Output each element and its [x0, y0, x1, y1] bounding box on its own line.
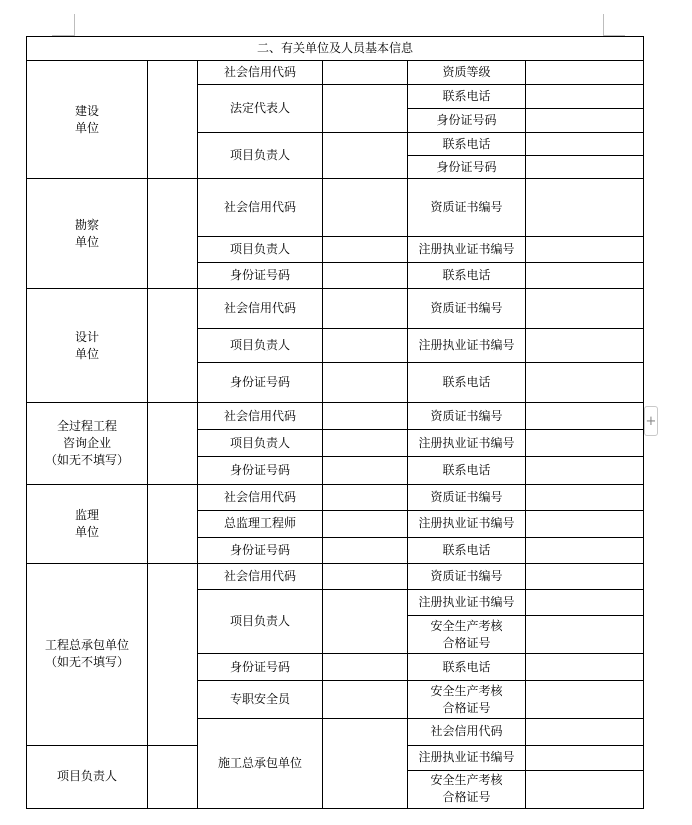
field-value[interactable] [323, 363, 408, 403]
field-value[interactable] [526, 363, 644, 403]
field-label: 资质证书编号 [408, 288, 526, 328]
field-label: 注册执业证书编号 [408, 589, 526, 615]
field-value[interactable] [323, 288, 408, 328]
field-label: 资质证书编号 [408, 403, 526, 430]
unit-name-input[interactable] [148, 288, 198, 402]
table-row [27, 403, 644, 430]
field-value[interactable] [323, 179, 408, 236]
field-label: 联系电话 [408, 262, 526, 288]
field-label: 总监理工程师 [198, 510, 323, 537]
unit-name-jianli: 监理 单位 [27, 484, 148, 563]
field-value[interactable] [323, 484, 408, 510]
field-value[interactable] [323, 457, 408, 484]
field-value[interactable] [526, 61, 644, 85]
field-label: 社会信用代码 [198, 484, 323, 510]
field-label: 联系电话 [408, 457, 526, 484]
unit-info-table [26, 36, 644, 809]
field-value[interactable] [323, 262, 408, 288]
field-value[interactable] [323, 403, 408, 430]
unit-name-input[interactable] [148, 61, 198, 179]
add-row-handle-icon[interactable]: + [644, 406, 658, 436]
table-title: 二、有关单位及人员基本信息 [27, 37, 644, 61]
field-label: 项目负责人 [198, 329, 323, 363]
field-value[interactable] [526, 589, 644, 615]
field-value[interactable] [526, 288, 644, 328]
field-value[interactable] [526, 329, 644, 363]
field-label: 项目负责人 [198, 133, 323, 179]
field-value[interactable] [323, 61, 408, 85]
field-value[interactable] [323, 681, 408, 719]
field-label: 身份证号码 [408, 109, 526, 133]
unit-name-gongchengzong: 工程总承包单位 （如无不填写） [27, 563, 148, 745]
table-row [27, 563, 644, 589]
field-label: 身份证号码 [198, 654, 323, 681]
field-value[interactable] [148, 745, 198, 809]
field-value[interactable] [323, 510, 408, 537]
table-row [27, 484, 644, 510]
field-value[interactable] [323, 236, 408, 262]
unit-name-input[interactable] [323, 719, 408, 809]
field-label: 项目负责人 [198, 589, 323, 653]
field-label: 专职安全员 [198, 681, 323, 719]
field-value[interactable] [526, 745, 644, 770]
field-value[interactable] [323, 133, 408, 179]
table-row [27, 61, 644, 85]
unit-name-input[interactable] [148, 403, 198, 484]
field-value[interactable] [526, 770, 644, 808]
field-label: 注册执业证书编号 [408, 236, 526, 262]
field-label: 资质证书编号 [408, 563, 526, 589]
crop-mark-top-left-vertical [74, 14, 75, 36]
field-label: 注册执业证书编号 [408, 510, 526, 537]
field-label: 注册执业证书编号 [408, 430, 526, 457]
field-label: 联系电话 [408, 537, 526, 563]
field-value[interactable] [526, 133, 644, 156]
unit-name-sheji: 设计 单位 [27, 288, 148, 402]
field-label: 联系电话 [408, 363, 526, 403]
field-value[interactable] [526, 236, 644, 262]
field-value[interactable] [526, 430, 644, 457]
field-value[interactable] [323, 430, 408, 457]
field-label: 联系电话 [408, 133, 526, 156]
field-label: 注册执业证书编号 [408, 745, 526, 770]
field-value[interactable] [323, 654, 408, 681]
table-row [27, 288, 644, 328]
field-label: 项目负责人 [198, 236, 323, 262]
table-title-row [27, 37, 644, 61]
field-value[interactable] [526, 719, 644, 745]
field-label: 安全生产考核 合格证号 [408, 616, 526, 654]
field-label: 身份证号码 [198, 457, 323, 484]
field-label: 安全生产考核 合格证号 [408, 681, 526, 719]
unit-name-kancha: 勘察 单位 [27, 179, 148, 288]
field-value[interactable] [526, 85, 644, 109]
field-value[interactable] [323, 589, 408, 653]
unit-name-quanguocheng: 全过程工程 咨询企业 （如无不填写） [27, 403, 148, 484]
field-label: 资质证书编号 [408, 484, 526, 510]
unit-name-input[interactable] [148, 563, 198, 745]
unit-name-jianshe: 建设 单位 [27, 61, 148, 179]
field-label: 身份证号码 [198, 363, 323, 403]
field-label: 社会信用代码 [408, 719, 526, 745]
field-label: 社会信用代码 [198, 563, 323, 589]
field-value[interactable] [526, 616, 644, 654]
field-label: 联系电话 [408, 85, 526, 109]
field-label: 安全生产考核 合格证号 [408, 770, 526, 808]
field-label: 社会信用代码 [198, 179, 323, 236]
field-label: 项目负责人 [198, 430, 323, 457]
field-value[interactable] [526, 681, 644, 719]
field-label: 社会信用代码 [198, 288, 323, 328]
unit-name-shigongzong: 施工总承包单位 [198, 719, 323, 809]
field-value[interactable] [323, 85, 408, 133]
field-label: 身份证号码 [198, 537, 323, 563]
field-value[interactable] [526, 179, 644, 236]
field-value[interactable] [526, 654, 644, 681]
field-value[interactable] [526, 109, 644, 133]
field-value[interactable] [526, 537, 644, 563]
field-value[interactable] [526, 457, 644, 484]
field-value[interactable] [526, 156, 644, 179]
field-label: 联系电话 [408, 654, 526, 681]
table-row [27, 179, 644, 236]
field-value[interactable] [526, 403, 644, 430]
field-label: 社会信用代码 [198, 403, 323, 430]
unit-name-input[interactable] [148, 179, 198, 288]
field-value[interactable] [526, 563, 644, 589]
field-label: 注册执业证书编号 [408, 329, 526, 363]
field-value[interactable] [323, 537, 408, 563]
unit-name-input[interactable] [148, 484, 198, 563]
crop-mark-top-right-vertical [603, 14, 604, 36]
field-label: 资质等级 [408, 61, 526, 85]
field-label: 项目负责人 [27, 745, 148, 809]
field-value[interactable] [526, 484, 644, 510]
field-label: 社会信用代码 [198, 61, 323, 85]
field-value[interactable] [526, 510, 644, 537]
field-label: 资质证书编号 [408, 179, 526, 236]
field-value[interactable] [323, 563, 408, 589]
field-value[interactable] [526, 262, 644, 288]
field-label: 身份证号码 [198, 262, 323, 288]
field-label: 身份证号码 [408, 156, 526, 179]
field-label: 法定代表人 [198, 85, 323, 133]
field-value[interactable] [323, 329, 408, 363]
